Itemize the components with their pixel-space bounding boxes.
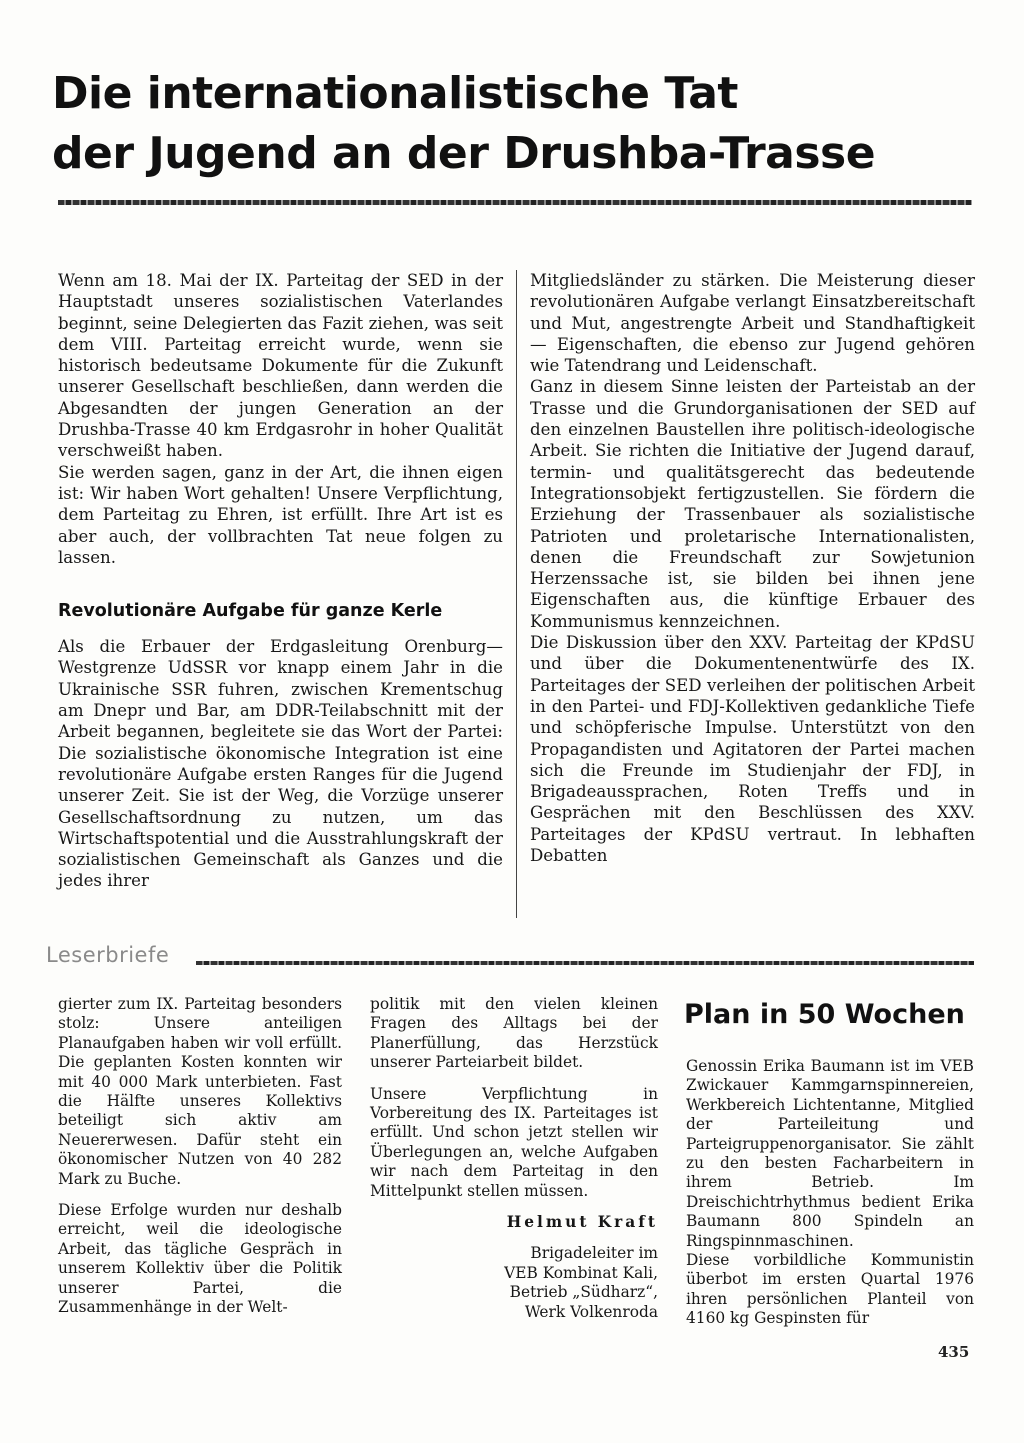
- article-subheading: Revolutionäre Aufgabe für ganze Kerle: [58, 601, 443, 622]
- headline-line-1: Die internationalistische Tat: [52, 68, 738, 119]
- article-column-1: [58, 270, 503, 892]
- letters-column-1: [58, 995, 342, 1318]
- headline-rule: [58, 200, 972, 205]
- article-paragraph: Als die Erbauer der Erdgasleitung Orenburg—Westgrenze UdSSR vor knapp einem Jahr in die Ukrainische SSR fuhren, zwischen Krementschug am Dnepr und Bar, am DDR-Teilabschnitt mit der Arbeit begannen, begleitete sie das Wort der Partei: Die sozialistische ökonomische Integration ist eine revolutionäre Aufgabe ersten Ranges für die Jugend unserer Zeit. Sie ist der Weg, die Vorzüge unserer Gesellschaftsordnung zu nutzen, um das Wirtschaftspotential und die Ausstrahlungskraft der sozialistischen Gemeinschaft als Ganzes und die jedes ihrer: [58, 637, 503, 891]
- letter-paragraph: politik mit den vielen kleinen Fragen des Alltags bei der Planerfüllung, das Herzstück unserer Parteiarbeit bildet.: [370, 995, 658, 1072]
- column-divider: [516, 270, 517, 918]
- plan-headline: Plan in 50 Wochen: [684, 999, 965, 1030]
- article-headline: [52, 64, 982, 184]
- signature-line: Werk Volkenroda: [524, 1302, 658, 1321]
- page-number: 435: [938, 1343, 970, 1361]
- signature-affiliation: [370, 1244, 658, 1322]
- plan-paragraph: Genossin Erika Baumann ist im VEB Zwickauer Kammgarnspinnereien, Werkbereich Lichtentanne, Mitglied der Parteileitung und Parteigruppenorganisator. Sie zählt zu den besten Facharbeitern in ihrem Betrieb. Im Dreischichtrhythmus bedient Erika Baumann 800 Spindeln an Ringspinnmaschinen.: [686, 1057, 974, 1250]
- letters-section-label: Leserbriefe: [46, 943, 170, 967]
- letter-paragraph: gierter zum IX. Parteitag besonders stolz: Unsere anteiligen Planaufgaben haben wir voll erfüllt. Die geplanten Kosten konnten wir mit 40 000 Mark unterbieten. Fast die Hälfte unseres Kollektivs beteiligt sich aktiv am Neuererwesen. Dafür steht ein ökonomischer Nutzen von 40 282 Mark zu Buche.: [58, 995, 342, 1188]
- signature-line: Brigadeleiter im: [530, 1244, 658, 1263]
- letters-column-2: [370, 995, 658, 1322]
- plan-column: [686, 1057, 974, 1329]
- signature-line: Betrieb „Südharz“,: [509, 1283, 658, 1302]
- plan-paragraph: Diese vorbildliche Kommunistin überbot im ersten Quartal 1976 ihren persönlichen Planteil von 4160 kg Gespinsten für: [686, 1251, 974, 1328]
- article-paragraph: Ganz in diesem Sinne leisten der Parteistab an der Trasse und die Grundorganisationen der SED auf den einzelnen Baustellen ihre politisch-ideologische Arbeit. Sie richten die Initiative der Jugend darauf, termin- und qualitätsgerecht das bedeutende Integrationsobjekt fertigzustellen. Sie fördern die Erziehung der Trassenbauer als sozialistische Patrioten und proletarische Internationalisten, denen die Freundschaft zur Sowjetunion Herzenssache ist, sie bilden bei ihnen jene Eigenschaften aus, die künftige Erbauer des Kommunismus kennzeichnen.: [530, 377, 975, 631]
- letters-rule: [196, 961, 974, 965]
- article-paragraph: Mitgliedsländer zu stärken. Die Meisterung dieser revolutionären Aufgabe verlangt Einsatzbereitschaft und Mut, angestrengte Arbeit und Standhaftigkeit — Eigenschaften, die ebenso zur Jugend gehören wie Tatendrang und Leidenschaft.: [530, 271, 975, 376]
- article-column-2: [530, 270, 975, 866]
- article-paragraph: Wenn am 18. Mai der IX. Parteitag der SED in der Hauptstadt unseres sozialistischen Vaterlandes beginnt, seine Delegierten das Fazit ziehen, was seit dem VIII. Parteitag erreicht wurde, wenn sie historisch bedeutsame Dokumente für die Zukunft unserer Gesellschaft beschließen, dann werden die Abgesandten der jungen Generation an der Drushba-Trasse 40 km Erdgasrohr in hoher Qualität verschweißt haben.: [58, 271, 503, 461]
- signature-name: Helmut Kraft: [506, 1213, 658, 1232]
- article-paragraph: Sie werden sagen, ganz in der Art, die ihnen eigen ist: Wir haben Wort gehalten! Unsere Verpflichtung, dem Parteitag zu Ehren, ist erfüllt. Ihre Art ist es aber auch, der vollbrachten Tat neue folgen zu lassen.: [58, 462, 503, 567]
- headline-line-2: der Jugend an der Drushba-Trasse: [52, 128, 876, 179]
- letter-paragraph: Unsere Verpflichtung in Vorbereitung des IX. Parteitages ist erfüllt. Und schon jetzt stellen wir Überlegungen an, welche Aufgaben wir nach dem Parteitag in den Mittelpunkt stellen müssen.: [370, 1084, 658, 1200]
- article-paragraph: Die Diskussion über den XXV. Parteitag der KPdSU und über die Dokumentenentwürfe des IX. Parteitages der SED verleihen der politischen Arbeit in den Partei- und FDJ-Kollektiven gedankliche Tiefe und schöpferische Impulse. Unterstützt von den Propagandisten und Agitatoren der Partei machen sich die Freunde im Studienjahr der FDJ, in Brigadeaussprachen, Roten Treffs und in Gesprächen mit den Beschlüssen des XXV. Parteitages der KPdSU vertraut. In lebhaften Debatten: [530, 633, 975, 866]
- signature-line: VEB Kombinat Kali,: [504, 1263, 658, 1282]
- letter-paragraph: Diese Erfolge wurden nur deshalb erreicht, weil die ideologische Arbeit, das tägliche Gespräch in unserem Kollektiv über die Politik unserer Partei, die Zusammenhänge in der Welt-: [58, 1201, 342, 1317]
